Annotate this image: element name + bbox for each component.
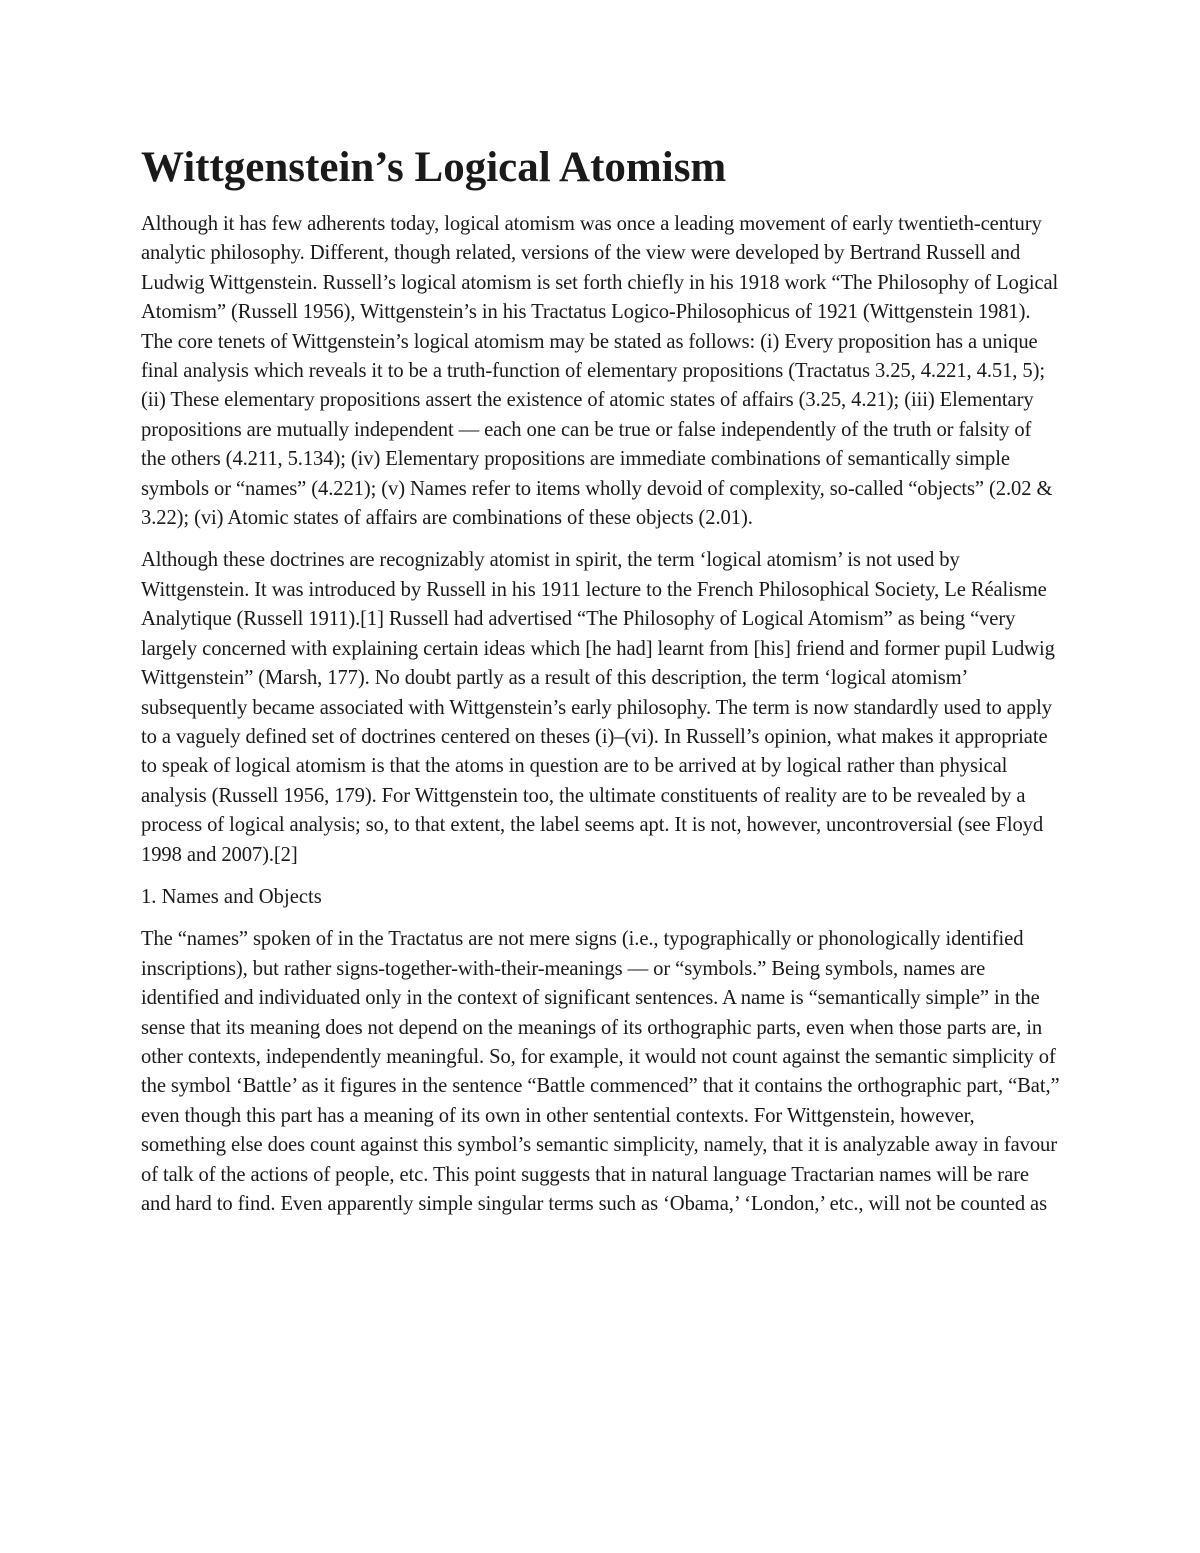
terminology-paragraph: Although these doctrines are recognizably atomist in spirit, the term ‘logical atomism’ is not used by Wittgenstein. It was introduced by Russell in his 1911 lecture to the French Philosophical Society, Le Réalisme Analytique (Russell 1911).[1] Russell had advertised “The Philosophy of Logical Atomism” as being “very largely concerned with explaining certain ideas which [he had] learnt from [his] friend and former pupil Ludwig Wittgenstein” (Marsh, 177). No doubt partly as a result of this description, the term ‘logical atomism’ subsequently became associated with Wittgenstein’s early philosophy. The term is now standardly used to apply to a vaguely defined set of doctrines centered on theses (i)–(vi). In Russell’s opinion, what makes it appropriate to speak of logical atomism is that the atoms in question are to be arrived at by logical rather than physical analysis (Russell 1956, 179). For Wittgenstein too, the ultimate constituents of reality are to be revealed by a process of logical analysis; so, to that extent, the label seems apt. It is not, however, uncontroversial (see Floyd 1998 and 2007).[2] bbox=[141, 549, 1055, 866]
document-page bbox=[141, 140, 1061, 1232]
intro-paragraph: Although it has few adherents today, logical atomism was once a leading movement of early twentieth-century analytic philosophy. Different, though related, versions of the view were developed by Bertrand Russell and Ludwig Wittgenstein. Russell’s logical atomism is set forth chiefly in his 1918 work “The Philosophy of Logical Atomism” (Russell 1956), Wittgenstein’s in his Tractatus Logico-Philosophicus of 1921 (Wittgenstein 1981). The core tenets of Wittgenstein’s logical atomism may be stated as follows: (i) Every proposition has a unique final analysis which reveals it to be a truth-function of elementary propositions (Tractatus 3.25, 4.221, 4.51, 5); (ii) These elementary propositions assert the existence of atomic states of affairs (3.25, 4.21); (iii) Elementary propositions are mutually independent — each one can be true or false independently of the truth or falsity of the others (4.211, 5.134); (iv) Elementary propositions are immediate combinations of semantically simple symbols or “names” (4.221); (v) Names refer to items wholly devoid of complexity, so-called “objects” (2.02 & 3.22); (vi) Atomic states of affairs are combinations of these objects (2.01). bbox=[141, 213, 1059, 530]
document-title: Wittgenstein’s Logical Atomism bbox=[141, 144, 727, 191]
section-paragraph: The “names” spoken of in the Tractatus are not mere signs (i.e., typographically or phonologically identified inscriptions), but rather signs-together-with-their-meanings — or “symbols.” Being symbols, names are identified and individuated only in the context of significant sentences. A name is “semantically simple” in the sense that its meaning does not depend on the meanings of its orthographic parts, even when those parts are, in other contexts, independently meaningful. So, for example, it would not count against the semantic simplicity of the symbol ‘Battle’ as it figures in the sentence “Battle commenced” that it contains the orthographic part, “Bat,” even though this part has a meaning of its own in other sentential contexts. For Wittgenstein, however, something else does count against this symbol’s semantic simplicity, namely, that it is analyzable away in favour of talk of the actions of people, etc. This point suggests that in natural language Tractarian names will be rare and hard to find. Even apparently simple singular terms such as ‘Obama,’ ‘London,’ etc., will not be counted as bbox=[141, 928, 1060, 1215]
section-heading: 1. Names and Objects bbox=[141, 885, 322, 908]
